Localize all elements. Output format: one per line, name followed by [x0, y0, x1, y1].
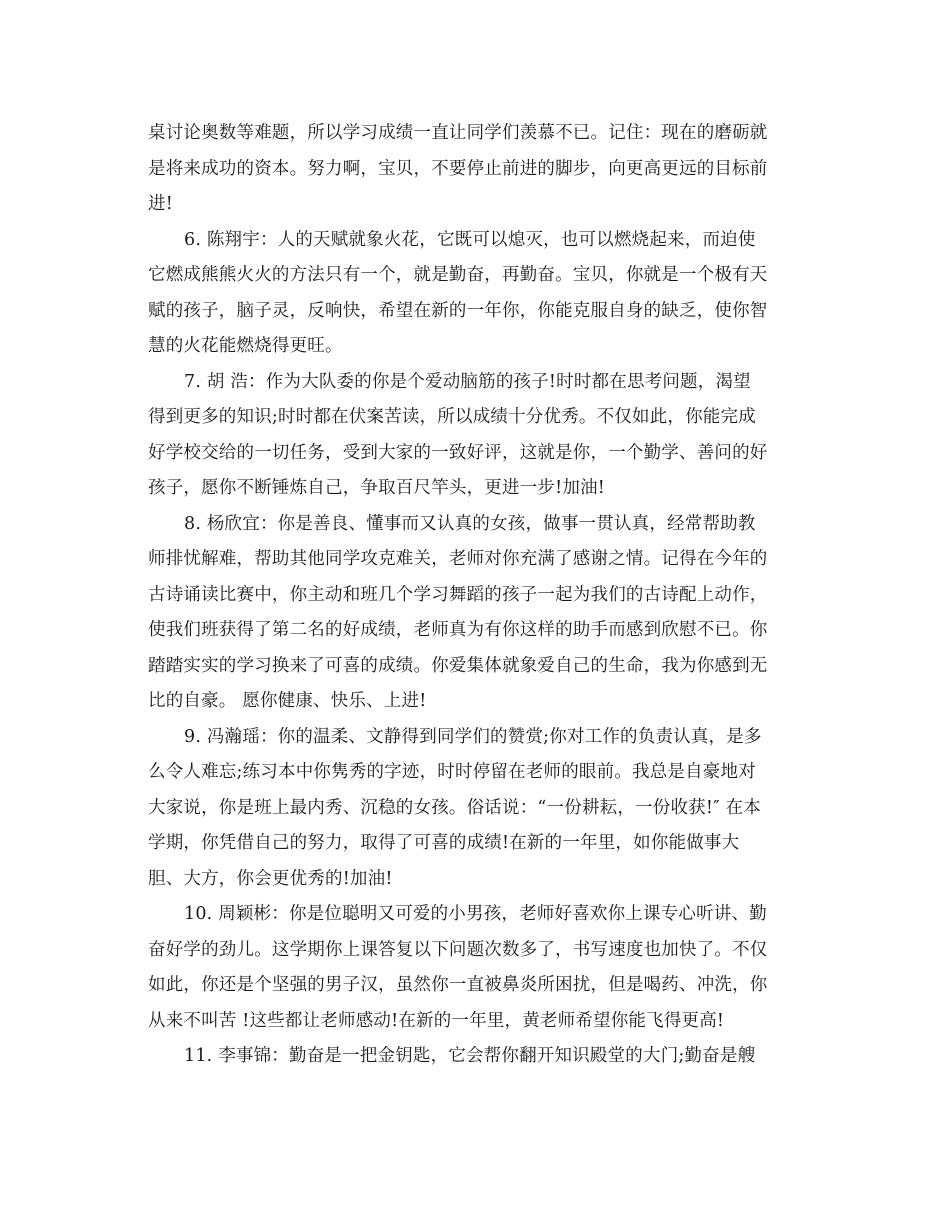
- paragraph-start-line: 7. 胡 浩：作为大队委的你是个爱动脑筋的孩子!时时都在思考问题，渴望: [184, 371, 751, 392]
- document-body: [148, 116, 808, 1075]
- text-line: 好学校交给的一切任务，受到大家的一致好评，这就是你，一个勤学、善问的好: [148, 442, 768, 463]
- text-line: 古诗诵读比赛中，你主动和班几个学习舞蹈的孩子一起为我们的古诗配上动作，: [148, 584, 768, 605]
- text-line: 如此，你还是个坚强的男子汉，虽然你一直被鼻炎所困扰，但是喝药、冲洗，你: [148, 975, 768, 995]
- paragraph-start-line: 8. 杨欣宜：你是善良、懂事而又认真的女孩，做事一贯认真，经常帮助教: [184, 513, 756, 534]
- text-line: 么令人难忘;练习本中你隽秀的字迹，时时停留在老师的眼前。我总是自豪地对: [148, 762, 756, 782]
- text-line: 踏踏实实的学习换来了可喜的成绩。你爱集体就象爱自己的生命，我为你感到无: [148, 655, 768, 676]
- text-line: 是将来成功的资本。努力啊，宝贝，不要停止前进的脚步，向更高更远的目标前: [148, 158, 768, 179]
- text-line: 从来不叫苦 !这些都让老师感动!在新的一年里，黄老师希望你能飞得更高!: [148, 1010, 725, 1031]
- paragraph-start-line: 11. 李事锦：勤奋是一把金钥匙，它会帮你翻开知识殿堂的大门;勤奋是艘: [184, 1046, 756, 1066]
- text-line: 胆、大方，你会更优秀的!加油!: [148, 868, 393, 889]
- paragraph-start-line: 10. 周颖彬：你是位聪明又可爱的小男孩，老师好喜欢你上课专心听讲、勤: [184, 904, 767, 924]
- text-line: 得到更多的知识;时时都在伏案苦读，所以成绩十分优秀。不仅如此，你能完成: [148, 407, 756, 427]
- text-line: 慧的火花能燃烧得更旺。: [148, 336, 343, 356]
- text-line: 它燃成熊熊火火的方法只有一个，就是勤奋，再勤奋。宝贝，你就是一个极有天: [148, 265, 768, 285]
- text-line: 使我们班获得了第二名的好成绩，老师真为有你这样的助手而感到欣慰不已。你: [148, 620, 768, 640]
- text-line: 大家说，你是班上最内秀、沉稳的女孩。俗话说：“一份耕耘，一份收获!″ 在本: [148, 797, 761, 818]
- text-line: 师排忧解难，帮助其他同学攻克难关，老师对你充满了感谢之情。记得在今年的: [148, 549, 768, 569]
- text-line: 桌讨论奥数等难题，所以学习成绩一直让同学们羡慕不已。记住：现在的磨砺就: [148, 123, 768, 143]
- text-line: 赋的孩子，脑子灵，反响快，希望在新的一年你，你能克服自身的缺乏，使你智: [148, 300, 768, 321]
- text-line: 孩子，愿你不断锤炼自己，争取百尺竿头，更进一步!加油!: [148, 478, 605, 498]
- paragraph-start-line: 6. 陈翔宇：人的天赋就象火花，它既可以熄灭，也可以燃烧起来，而迫使: [184, 229, 756, 250]
- text-line: 奋好学的劲儿。这学期你上课答复以下问题次数多了，书写速度也加快了。不仅: [148, 939, 768, 960]
- text-line: 学期，你凭借自己的努力，取得了可喜的成绩!在新的一年里，如你能做事大: [148, 833, 740, 853]
- text-line: 进!: [148, 194, 173, 214]
- paragraph-start-line: 9. 冯瀚瑶：你的温柔、文静得到同学们的赞赏;你对工作的负责认真，是多: [184, 726, 762, 747]
- text-line: 比的自豪。 愿你健康、快乐、上进!: [148, 691, 427, 711]
